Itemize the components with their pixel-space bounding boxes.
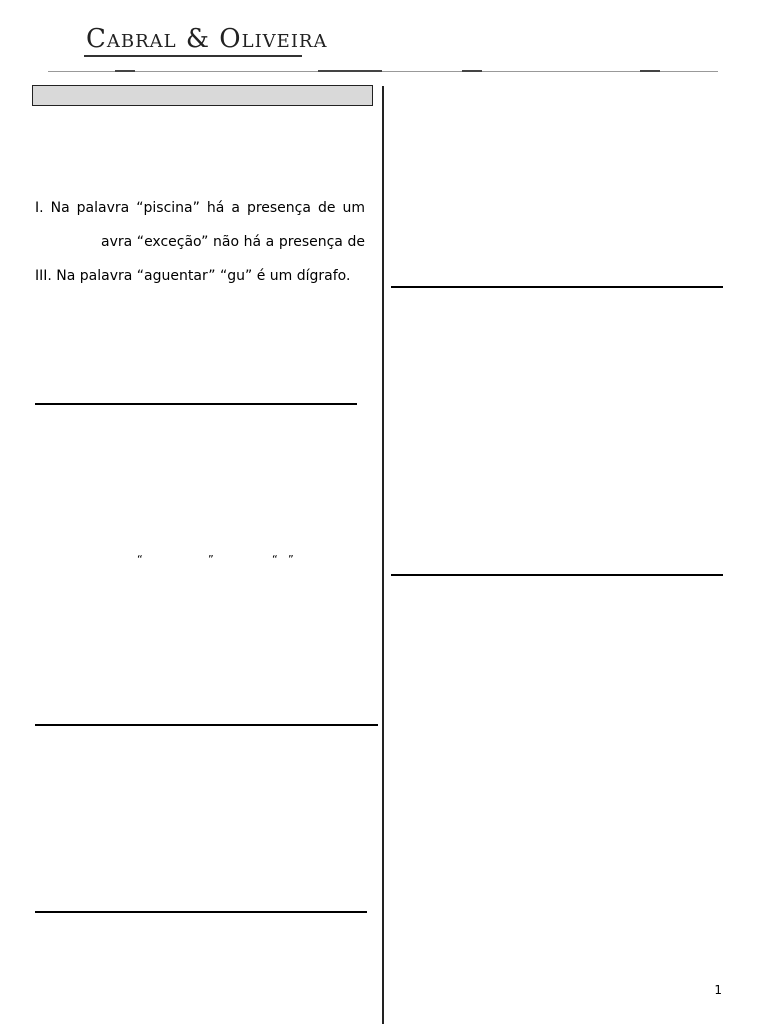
quote-mark: “ [137,553,143,566]
statement-item-3: III. Na palavra “aguentar” “gu” é um dígrafo. [35,268,351,284]
header-rule-segment [640,70,660,72]
answer-line [35,403,357,405]
header-rule-segment [115,70,135,72]
brand-logo: Cabral & Oliveira [86,24,328,54]
header-rule-segment [462,70,482,72]
quote-mark: ” [208,553,214,566]
brand-underline [84,55,302,57]
section-header-box [32,85,373,106]
answer-line [35,724,378,726]
answer-line [391,286,723,288]
quote-mark: ” [288,553,294,566]
header-rule [48,71,718,72]
answer-line [391,574,723,576]
statement-item-1: I. Na palavra “piscina” há a presença de um [35,200,365,216]
header-rule-segment [318,70,382,72]
statement-item-2: avra “exceção” não há a presença de [101,234,365,250]
page-number: 1 [714,983,722,997]
column-divider [382,86,384,1024]
answer-line [35,911,367,913]
quote-mark: “ [272,553,278,566]
